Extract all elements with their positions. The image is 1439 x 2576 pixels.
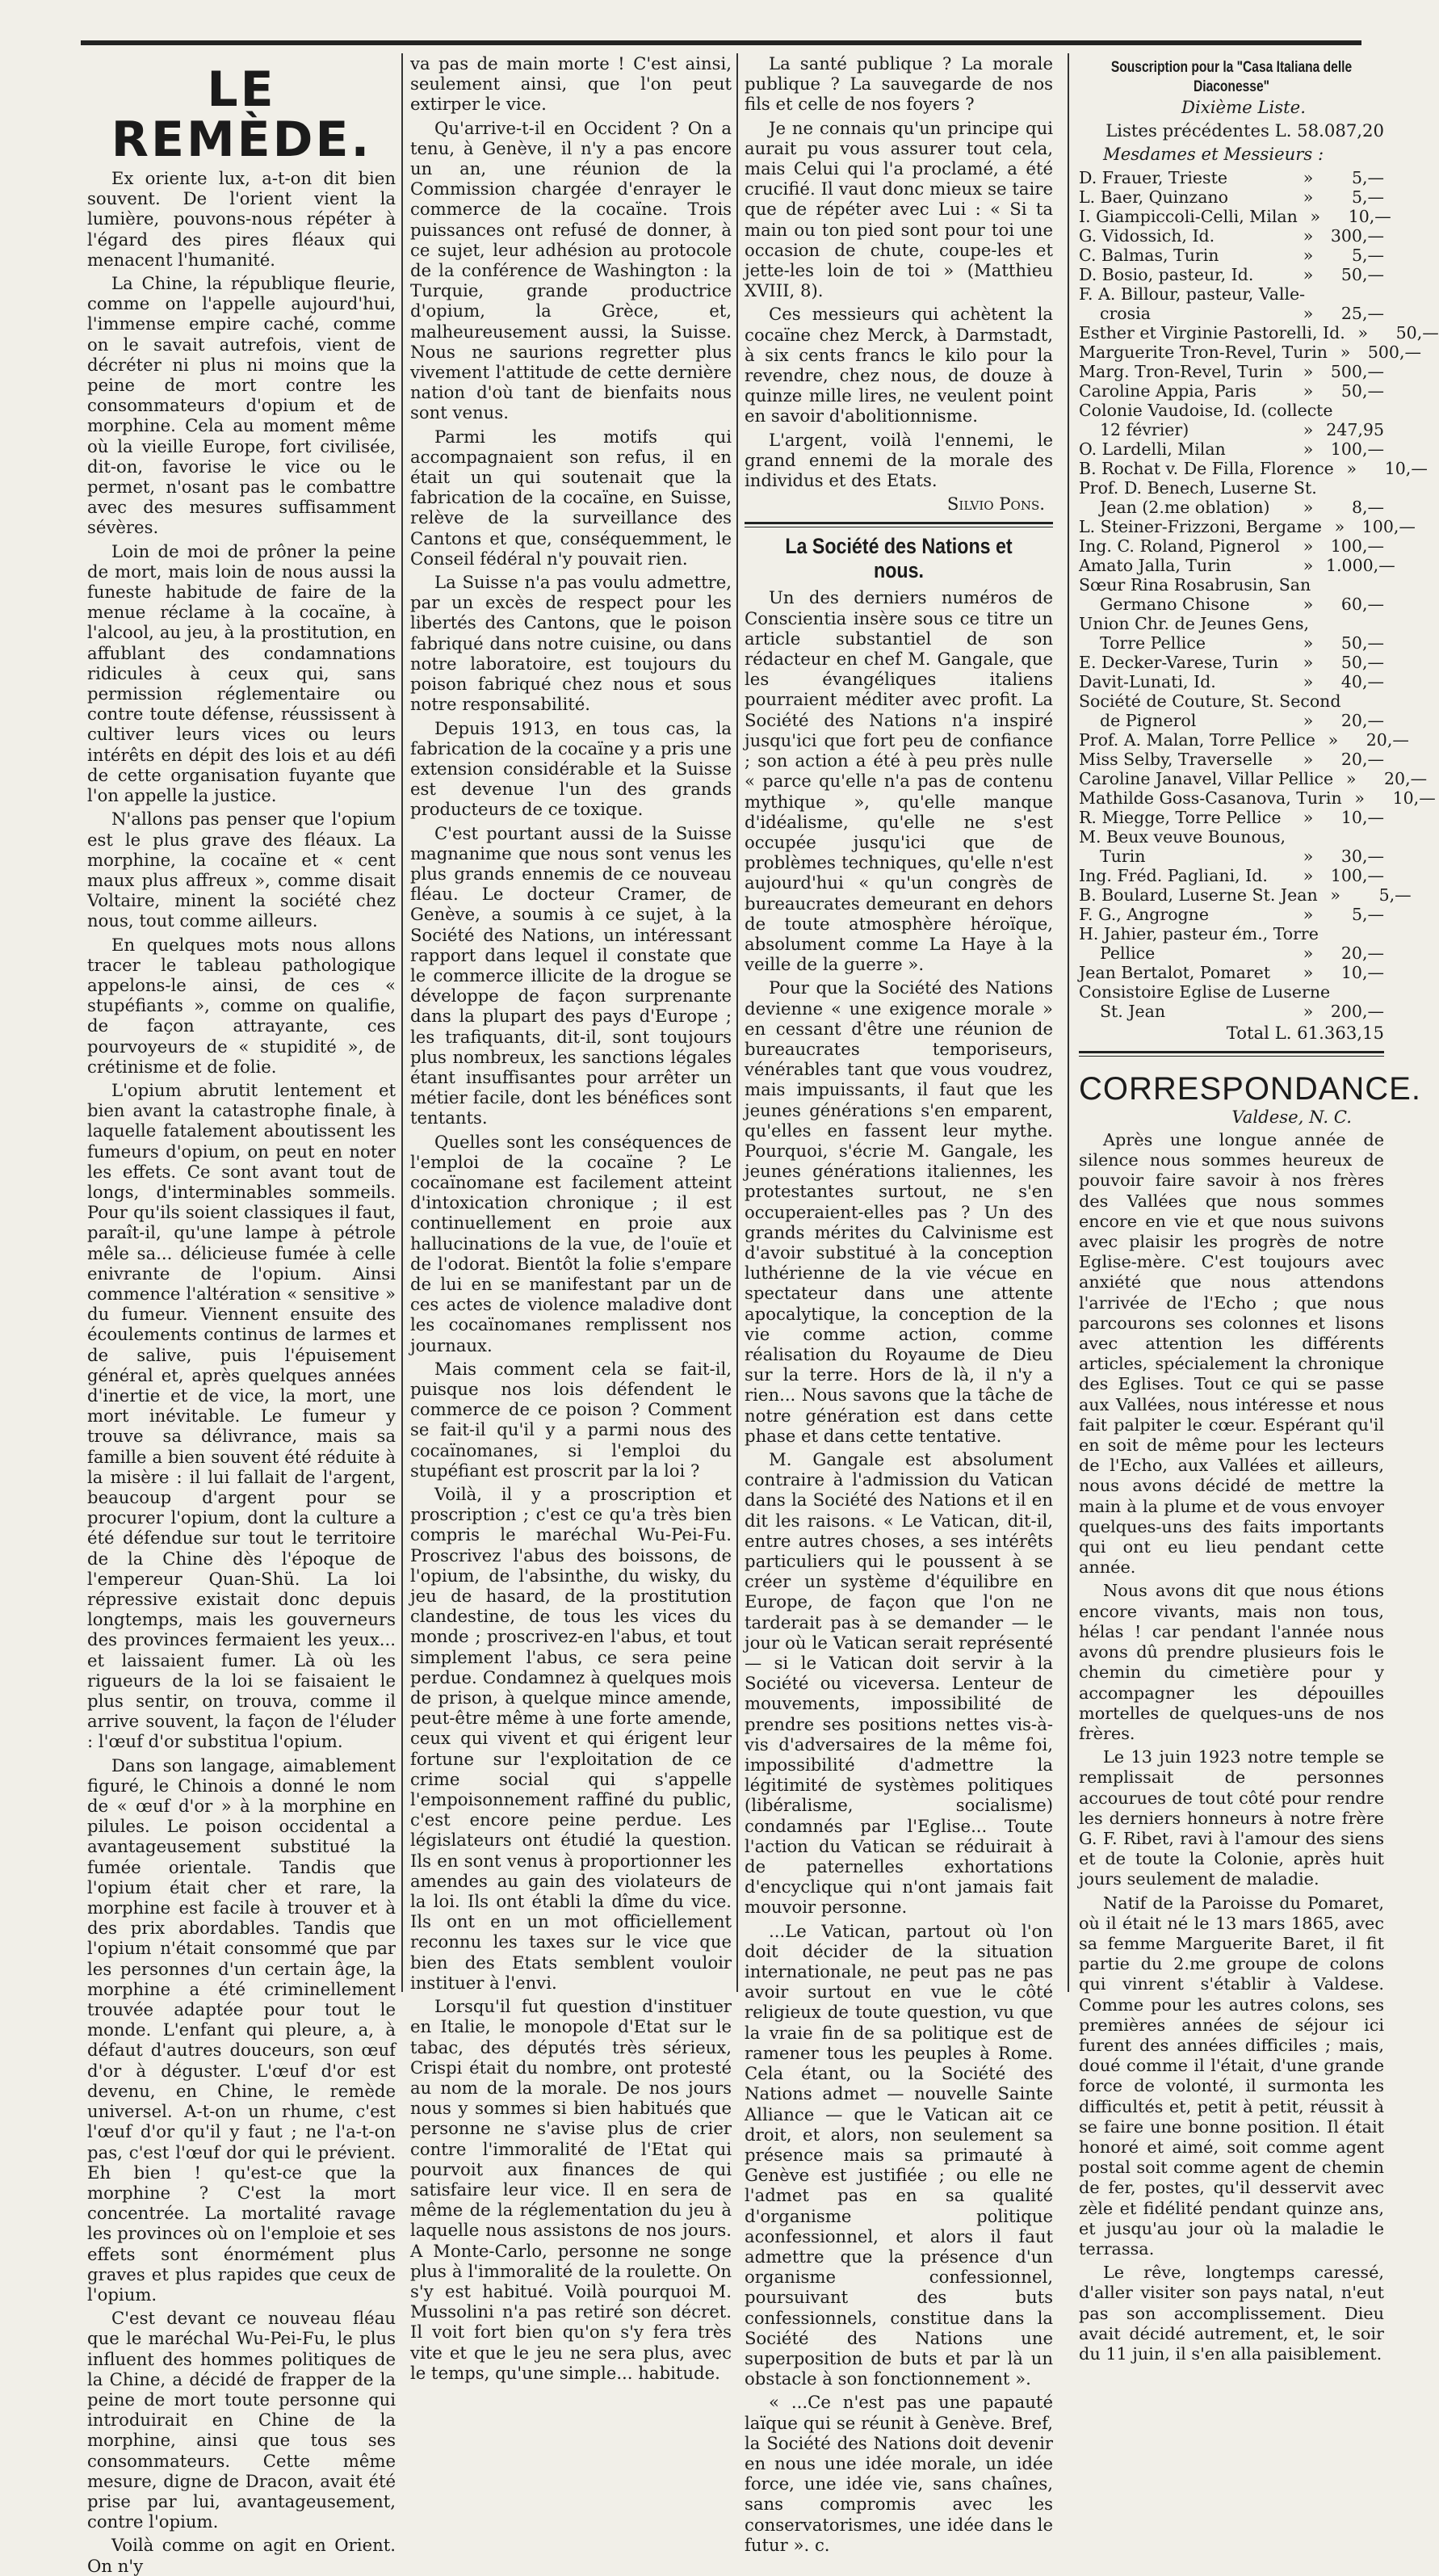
paragraph: Qu'arrive-t-il en Occident ? On a tenu, à Genève, il n'y a pas encore un an, une réunion de la Commission chargée d'enrayer le commerce de la cocaïne. Trois puissances ont refusé de donner, à ce sujet, leur adhésion au protocole de la conférence de Washington : la Turquie, grande productrice d'opium, la Grèce, et, malheureusement aussi, la Suisse. Nous ne saurions regretter plus vivement l'attitude de cette dernière nation d'où tant de bienfaits nous sont venus.	[410, 117, 732, 423]
paragraph: Je ne connais qu'un principe qui aurait pu vous assurer tout cela, mais Celui qui l'a proclamé, a été crucifié. Il vaut donc mieux se taire que de répéter avec Lui : « Si ta main ou ton pied sont pour toi une occasion de chute, coupe-les et jette-les loin de toi » (Matthieu XVIII, 8).	[745, 117, 1053, 301]
donor-amount: 100,—	[1330, 439, 1384, 459]
donor-amount: 5,—	[1351, 167, 1384, 187]
paragraph: Dans son langage, aimablement figuré, le Chinois a donné le nom de « œuf d'or » à la morphine en pilules. Le poison occidental a avantageusement substitué la fumée orientale. Tandis que l'opium était cher et rare, la morphine est facile à trouver et à des prix abordables. Tandis que l'opium n'était consommé que par les personnes d'un certain âge, la morphine a été criminellement trouvée adaptée pour tout le monde. L'enfant qui pleure, a, à défaut d'autres douceurs, son œuf d'or à déguster. L'œuf d'or est devenu, en Chine, le remède universel. A-t-on un rhume, c'est l'œuf d'or qu'il y faut ; ne l'a-t-on pas, c'est l'œuf dor qui le prévient. Eh bien ! qu'est-ce que la morphine ? C'est la mort concentrée. La mortalité ravage les provinces où on l'emploie et ses effets sont énormément plus graves et plus rapides que ceux de l'opium.	[87, 1754, 396, 2305]
donor-ditto: »	[1303, 497, 1314, 517]
donor-name: F. G., Angrogne	[1079, 904, 1209, 924]
donor-name: Amato Jalla, Turin	[1079, 555, 1231, 575]
donor-row	[1079, 458, 1428, 478]
donor-amount: 10,—	[1340, 962, 1384, 982]
donor-ditto: »	[1303, 904, 1314, 924]
donor-amount: 100,—	[1361, 516, 1416, 536]
paragraph: M. Gangale est absolument contraire à l'admission du Vatican dans la Société des Nations et il en dit les raisons. « Le Vatican, dit-il, entre autres choses, a ses intérêts particuliers qui le poussent à se créer un système d'équilibre en Europe, de façon que l'on ne tarderait pas à se demander — le jour où le Vatican serait représenté — si le Vatican doit servir à la Société ou viceversa. Lenteur de mouvements, impossibilité de prendre ses positions nettes vis-à-vis d'adversaires de la même foi, impossibilité d'admettre la légitimité de systèmes politiques (libéralisme, socialisme) condamnés par l'Eglise... Toute l'action du Vatican se réduirait à de paternelles exhortations d'encyclique qui n'ont jamais fait mouvoir personne.	[745, 1449, 1053, 1918]
donor-row	[1079, 420, 1384, 439]
donor-name: Consistoire Eglise de Luserne	[1079, 981, 1331, 1002]
donor-ditto: »	[1303, 264, 1314, 284]
donor-row	[1079, 963, 1384, 982]
column-3	[745, 53, 1053, 2555]
article-title-societe-des-nations: La Société des Nations et nous.	[785, 534, 1013, 583]
donor-name: D. Frauer, Trieste	[1079, 167, 1227, 187]
donor-amount: 30,—	[1340, 846, 1384, 866]
donor-ditto: »	[1303, 632, 1314, 653]
column-1	[87, 53, 396, 2576]
donor-amount: 8,—	[1351, 497, 1384, 517]
paragraph: La Suisse n'a pas voulu admettre, par un excès de respect pour les libertés des Cantons, que le poison fabriqué dans notre cuisine, ou dans notre laboratoire, est toujours du poison fabriqué chez nous et sous notre responsabilité.	[410, 572, 732, 715]
donor-ditto: »	[1303, 594, 1314, 614]
donor-name: Marguerite Tron-Revel, Turin	[1079, 342, 1328, 362]
correspondance-title: CORRESPONDANCE.	[1079, 1070, 1421, 1107]
donor-row	[1079, 633, 1384, 653]
donor-row	[1079, 342, 1421, 362]
donor-row	[1079, 982, 1384, 1002]
donor-row	[1079, 653, 1384, 672]
subscription-title: Souscription pour la "Casa Italiana delle Diaconesse"	[1110, 59, 1353, 95]
donor-row	[1079, 575, 1384, 595]
donor-name: L. Steiner-Frizzoni, Bergame	[1079, 516, 1322, 536]
donor-ditto: »	[1330, 885, 1340, 905]
donor-ditto: »	[1303, 865, 1314, 885]
donor-row	[1079, 322, 1439, 342]
donor-row	[1079, 614, 1384, 633]
donor-name: Davit-Lunati, Id.	[1079, 671, 1216, 691]
subscription-total: Total L. 61.363,15	[1226, 1022, 1384, 1043]
donor-amount: 50,—	[1340, 264, 1384, 284]
donor-amount: 10,—	[1384, 458, 1428, 478]
paragraph: Quelles sont les conséquences de l'emploi de la cocaïne ? Le cocaïnomane est facilement atteint d'intoxication chronique ; il est continuellement en proie aux hallucinations de la vue, de l'ouïe et de l'odorat. Bientôt la folie s'empare de lui en se manifestant par un de ces actes de violence maladive dont les cocaïnomanes remplissent nos journaux.	[410, 1131, 732, 1355]
donor-ditto: »	[1303, 187, 1314, 207]
paragraph: Voilà, il y a proscription et proscription ; c'est ce qu'a très bien compris le maréchal Wu-Pei-Fu. Proscrivez l'abus des boissons, de l'opium, de l'absinthe, du wisky, du jeu de hasard, de la prostitution clandestine, de tous les vices du monde ; proscrivez-en l'abus, et tout simplement l'abus, ce sera peine perdue. Condamnez à quelques mois de prison, à quelque mince amende, peut-être même à une forte amende, ceux qui vivent et qui érigent leur fortune sur l'exploitation de ce crime social qui s'appelle l'empoisonnement raffiné du public, c'est encore peine perdue. Les législateurs ont étudié la question. Ils en sont venus à proportionner les amendes au gain des violateurs de la loi. Ils ont établi la dîme du vice. Ils ont en un mot officiellement reconnu les taxes sur le vice que bien des Etats semblent vouloir instituer à l'envi.	[410, 1484, 732, 1993]
donor-name: Esther et Virginie Pastorelli, Id.	[1079, 322, 1345, 342]
article-title-le-remede: LE REMÈDE.	[111, 61, 372, 168]
donor-name: Prof. A. Malan, Torre Pellice	[1079, 729, 1315, 750]
donor-amount: 200,—	[1330, 1001, 1384, 1021]
donor-name: Union Chr. de Jeunes Gens,	[1079, 613, 1310, 633]
donor-amount: 50,—	[1340, 632, 1384, 653]
paragraph: Natif de la Paroisse du Pomaret, où il était né le 13 mars 1865, avec sa femme Marguerite Baret, il fit partie du 2.me groupe de colons qui vinrent s'établir à Valdese. Comme pour les autres colons, ses premières années de séjour ici furent des années difficiles ; mais, doué comme il l'était, d'une grande force de volonté, il surmonta les difficultés et, petit à petit, réussit à se faire une bonne position. Il était honoré et aimé, soit comme agent postal soit comme agent de chemin de fer, postes, qu'il desservit avec zèle et fidélité pendant quinze ans, et jusqu'au jour où la maladie le terrassa.	[1079, 1893, 1384, 2259]
donor-ditto: »	[1303, 555, 1314, 575]
donor-list	[1079, 167, 1439, 1021]
donor-amount: 20,—	[1384, 768, 1428, 788]
donor-row	[1079, 401, 1384, 420]
donor-ditto: »	[1303, 846, 1314, 866]
donor-name: B. Boulard, Luserne St. Jean	[1079, 885, 1318, 905]
donor-name: 12 février)	[1100, 419, 1189, 439]
paragraph: La santé publique ? La morale publique ? La sauvegarde de nos fils et celle de nos foyers ?	[745, 53, 1053, 115]
donor-row	[1079, 885, 1412, 905]
donor-amount: 50,—	[1340, 380, 1384, 401]
donor-name: Caroline Appia, Paris	[1079, 380, 1257, 401]
donor-ditto: »	[1303, 652, 1314, 672]
paragraph: va pas de main morte ! C'est ainsi, seulement ainsi, que l'on peut extirper le vice.	[410, 53, 732, 115]
donor-ditto: »	[1303, 361, 1314, 381]
donor-row	[1079, 381, 1384, 401]
addressees-label: Mesdames et Messieurs :	[1103, 144, 1324, 165]
donor-name: Sœur Rina Rosabrusin, San	[1079, 574, 1311, 595]
donor-amount: 500,—	[1367, 342, 1421, 362]
donor-name: Germano Chisone	[1100, 594, 1250, 614]
donor-amount: 247,95	[1326, 419, 1384, 439]
previous-lists-total: Listes précédentes L. 58.087,20	[1105, 120, 1384, 141]
donor-name: crosia	[1100, 303, 1151, 323]
column-divider	[1068, 53, 1069, 1992]
paragraph: « ...Ce n'est pas une papauté laïque qui se réunit à Genève. Bref, la Société des Nations doit devenir en nous une idée morale, un idée force, une idée vie, sans chaînes, sans compromis avec les conservatorismes, une idée dans le futur ». c.	[745, 2392, 1053, 2555]
donor-row	[1079, 943, 1384, 963]
donor-name: H. Jahier, pasteur ém., Torre	[1079, 923, 1319, 943]
donor-ditto: »	[1346, 458, 1357, 478]
donor-ditto: »	[1303, 943, 1314, 963]
donor-row	[1079, 284, 1384, 304]
donor-name: Miss Selby, Traverselle	[1079, 749, 1273, 769]
donor-row	[1079, 478, 1384, 498]
donor-amount: 300,—	[1330, 225, 1384, 246]
donor-amount: 20,—	[1340, 749, 1384, 769]
donor-row	[1079, 362, 1384, 381]
donor-ditto: »	[1328, 729, 1339, 750]
paragraph: En quelques mots nous allons tracer le tableau pathologique appelons-le ainsi, de ces « stupéfiants », comme on qualifie, de façon attrayante, ces pourvoyeurs de « stupidité », de crétinisme et de folie.	[87, 934, 396, 1077]
paragraph: Le rêve, longtemps caressé, d'aller visiter son pays natal, n'eut pas son accomplissement. Dieu avait décidé autrement, et, le soir du 11 juin, il s'en alla paisiblement.	[1079, 2263, 1384, 2364]
donor-row	[1079, 265, 1384, 284]
donor-row	[1079, 226, 1384, 246]
donor-name: Pellice	[1100, 943, 1156, 963]
donor-amount: 5,—	[1378, 885, 1412, 905]
donor-row	[1079, 595, 1384, 614]
donor-name: L. Baer, Quinzano	[1079, 187, 1228, 207]
paragraph: Parmi les motifs qui accompagnaient son refus, il en était un qui soutenait que la fabrication de la cocaïne, en Suisse, relève de la surveillance des Cantons et que, conséquemment, le Conseil fédéral n'y pouvait rien.	[410, 426, 732, 569]
paragraph: C'est pourtant aussi de la Suisse magnanime que nous sont venus les plus grands ennemis de ce nouveau fléau. Le docteur Cramer, de Genève, a soumis à ce sujet, à la Société des Nations, un intéressant rapport dans lequel il constate que le commerce illicite de la drogue se développe de façon surprenante dans la plupart des pays d'Europe ; les trafiquants, dit-il, sont toujours plus nombreux, les sanctions légales étant insuffisantes pour arrêter un métier facile, dont les bénéfices sont tentants.	[410, 822, 732, 1128]
donor-amount: 40,—	[1340, 671, 1384, 691]
paragraph: Après une longue année de silence nous sommes heureux de pouvoir faire savoir à nos frères des Vallées que nous sommes encore en vie et que nous suivons avec plaisir les progrès de notre Eglise-mère. C'est toujours avec anxiété que nous attendons l'arrivée de l'Echo ; que nous parcourons ses colonnes et lisons avec attention les différents articles, spécialement la chronique des Eglises. Tout ce qui se passe aux Vallées, nous intéresse et nous fait palpiter le cœur. Espérant qu'il en soit de même pour les lecteurs de l'Echo, aux Vallées et ailleurs, nous avons décidé de mettre la main à la plume et de vous envoyer quelques-uns des faits importants qui ont eu lieu pendant cette année.	[1079, 1130, 1384, 1578]
list-number: Dixième Liste.	[1181, 97, 1306, 117]
column-divider	[736, 53, 738, 1992]
donor-amount: 100,—	[1330, 865, 1384, 885]
paragraph: Ex oriente lux, a-t-on dit bien souvent. De l'orient vient la lumière, pouvons-nous répéter à l'égard des pires fléaux qui menacent l'humanité.	[87, 168, 396, 270]
donor-ditto: »	[1303, 419, 1314, 439]
paragraph: ...Le Vatican, partout où l'on doit décider de la situation internationale, ne peut pas ne pas avoir surtout en vue le côté religieux de toute question, vu que la vraie fin de sa politique est de ramener tous les peuples à Rome. Cela étant, ou la Société des Nations admet — nouvelle Sainte Alliance — que le Vatican ait ce droit, et alors, non seulement sa présence mais sa primauté à Genève est justifiée ; ou elle ne l'admet pas en sa qualité d'organisme politique aconfessionnel, et alors il faut admettre que la présence d'un organisme confessionnel, poursuivant des buts confessionnels, constitue dans la Société des Nations une superposition de buts et par là un obstacle à son fonctionnement ».	[745, 1920, 1053, 2389]
donor-amount: 50,—	[1340, 652, 1384, 672]
paragraph: Pour que la Société des Nations devienne « une exigence morale » en cessant d'être une réunion de bureaucrates temporiseurs, vénérables tant que vous voudrez, mais impuissants, il faut que les jeunes générations s'en emparent, qu'elles en fassent leur mythe. Pourquoi, s'écrie M. Gangale, les jeunes générations italiennes, les protestantes surtout, ne s'en occuperaient-elles pas ? Un des grands mérites du Calvinisme est d'avoir substitué à la conception luthérienne de la vie vécue en spectateur dans une attente apocalytique, la conception de la vie comme action, comme réalisation du Royaume de Dieu sur la terre. Hors de là, il n'y a rien... Nous savons que la tâche de notre génération est dans cette phase et dans cette tentative.	[745, 977, 1053, 1446]
donor-row	[1079, 768, 1428, 788]
donor-ditto: »	[1303, 303, 1314, 323]
donor-amount: 60,—	[1340, 594, 1384, 614]
donor-amount: 25,—	[1340, 303, 1384, 323]
donor-row	[1079, 304, 1384, 323]
correspondance-place: Valdese, N. C.	[1231, 1106, 1352, 1127]
donor-amount: 10,—	[1340, 807, 1384, 827]
paragraph: Le 13 juin 1923 notre temple se remplissait de personnes accourues de tout côté pour rendre les derniers honneurs à notre frère G. F. Ribet, ravi à l'amour des siens et de toute la Colonie, après huit jours seulement de maladie.	[1079, 1747, 1384, 1889]
column-2	[410, 53, 732, 2383]
donor-amount: 1.000,—	[1326, 555, 1395, 575]
paragraph: C'est devant ce nouveau fléau que le maréchal Wu-Pei-Fu, le plus influent des hommes politiques de la Chine, a décidé de frapper de la peine de mort toute personne qui introduirait en Chine de la morphine, ainsi que tous ses consommateurs. Cette même mesure, digne de Dracon, avait été prise par lui, avantageusement, contre l'opium.	[87, 2308, 396, 2532]
donor-ditto: »	[1303, 807, 1314, 827]
donor-name: Prof. D. Benech, Luserne St.	[1079, 477, 1317, 498]
donor-ditto: »	[1303, 380, 1314, 401]
donor-row	[1079, 691, 1384, 711]
donor-row	[1079, 439, 1384, 459]
donor-amount: 10,—	[1348, 206, 1391, 226]
author-signature: Silvio Pons.	[946, 494, 1045, 515]
donor-row	[1079, 672, 1384, 691]
paragraph: Lorsqu'il fut question d'instituer en Italie, le monopole d'Etat sur le tabac, des députés très sérieux, Crispi était du nombre, ont protesté au nom de la morale. De nos jours nous y sommes si bien habitués que personne ne s'avise plus de crier contre l'immoralité de l'Etat qui pourvoit aux finances de qui satisfaire leur vice. Il en sera de même de la réglementation du jeu à laquelle nous assistons de nos jours. A Monte-Carlo, personne ne songe plus à l'immoralité de la roulette. On s'y est habitué. Voilà pourquoi M. Mussolini n'a pas retiré son décret. Il voit fort bien qu'on s'y fera très vite et que le jeu ne sera plus, avec le temps, qu'une simple... habitude.	[410, 1996, 732, 2383]
donor-row	[1079, 498, 1384, 517]
donor-ditto: »	[1345, 768, 1357, 788]
column-4	[1079, 53, 1439, 2364]
donor-row	[1079, 924, 1384, 943]
donor-name: C. Balmas, Turin	[1079, 245, 1219, 265]
paragraph: N'allons pas penser que l'opium est le plus grave des fléaux. La morphine, la cocaïne et « cent maux plus affreux », comme disait Voltaire, minent la société chez nous, tout comme ailleurs.	[87, 809, 396, 931]
donor-name: Caroline Janavel, Villar Pellice	[1079, 768, 1334, 788]
donor-name: E. Decker-Varese, Turin	[1079, 652, 1279, 672]
top-rule	[81, 40, 1361, 45]
donor-name: St. Jean	[1100, 1001, 1166, 1021]
donor-ditto: »	[1303, 710, 1314, 730]
donor-amount: 500,—	[1330, 361, 1384, 381]
donor-row	[1079, 555, 1395, 575]
paragraph: Loin de moi de prôner la peine de mort, mais loin de nous aussi la funeste habitude de faire de la menue réclame à la cocaïne, à l'alcool, au jeu, à la prostitution, en affublant des condamnations ridicules à ceux qui, sans permission réglementaire ou contre toute défense, réussissent à cultiver leurs vices ou leurs intérêts en dépit des lois et au défi de cette organisation fuyante que l'on appelle la justice.	[87, 540, 396, 806]
donor-row	[1079, 206, 1391, 226]
donor-name: D. Bosio, pasteur, Id.	[1079, 264, 1254, 284]
donor-ditto: »	[1303, 225, 1314, 246]
donor-row	[1079, 187, 1384, 207]
donor-name: Mathilde Goss-Casanova, Turin	[1079, 788, 1342, 808]
donor-name: Torre Pellice	[1100, 632, 1206, 653]
paragraph: Ces messieurs qui achètent la cocaïne chez Merck, à Darmstadt, à six cents francs le kilo pour la revendre, chez nous, de douze à quinze mille lires, ne veulent point en savoir d'abolitionnisme.	[745, 304, 1053, 427]
donor-row	[1079, 168, 1384, 187]
donor-row	[1079, 750, 1384, 769]
donor-ditto: »	[1303, 962, 1314, 982]
paragraph: La Chine, la république fleurie, comme on l'appelle aujourd'hui, l'immense empire caché, comme on le savait autrefois, vient de décréter ni plus ni moins que la peine de mort contre les consommateurs d'opium et de morphine. Cela au moment même où la vieille Europe, fort civilisée, dit-on, favorise le vice ou le permet, n'osant pas le combattre avec des mesures suffisamment sévères.	[87, 273, 396, 538]
donor-row	[1079, 516, 1416, 536]
paragraph: Depuis 1913, en tous cas, la fabrication de la cocaïne y a pris une extension considérable et la Suisse est devenue l'un des grands producteurs de ce toxique.	[410, 717, 732, 820]
donor-ditto: »	[1303, 439, 1314, 459]
paragraph: Mais comment cela se fait-il, puisque nos lois défendent le commerce de ce poison ? Comment se fait-il qu'il y a parmi nous des cocaïnomanes, si l'emploi du stupéfiant est proscrit par la loi ?	[410, 1358, 732, 1481]
donor-name: Ing. Fréd. Pagliani, Id.	[1079, 865, 1268, 885]
paragraph: Voilà comme on agit en Orient. On n'y	[87, 2535, 396, 2576]
donor-name: F. A. Billour, pasteur, Valle-	[1079, 284, 1306, 304]
donor-amount: 20,—	[1340, 943, 1384, 963]
donor-name: Marg. Tron-Revel, Turin	[1079, 361, 1283, 381]
paragraph: Un des derniers numéros de Conscientia insère sous ce titre un article substantiel de son rédacteur en chef M. Gangale, que les évangéliques italiens pourraient méditer avec profit. La Société des Nations n'a inspiré jusqu'ici que fort peu de confiance ; son action a été à peu près nulle « parce qu'elle n'a pas de contenu mythique », qu'elle manque d'idéalisme, qu'elle ne s'est occupée jusqu'ici que de problèmes techniques, qu'elle n'est aujourd'hui « qu'un congrès de bureaucrates demeurant en dehors de toute atmosphère héroïque, absolument comme La Haye à la veille de la guerre ».	[745, 587, 1053, 975]
donor-name: Jean Bertalot, Pomaret	[1079, 962, 1271, 982]
donor-row	[1079, 711, 1384, 730]
donor-row	[1079, 246, 1384, 265]
donor-row	[1079, 729, 1409, 750]
donor-ditto: »	[1340, 342, 1351, 362]
donor-row	[1079, 808, 1384, 827]
donor-row	[1079, 866, 1384, 885]
donor-name: de Pignerol	[1100, 710, 1197, 730]
donor-name: Jean (2.me oblation)	[1100, 497, 1270, 517]
section-separator	[1079, 1051, 1384, 1057]
donor-ditto: »	[1334, 516, 1345, 536]
donor-ditto: »	[1303, 1001, 1314, 1021]
donor-amount: 5,—	[1351, 245, 1384, 265]
paragraph: L'opium abrutit lentement et bien avant la catastrophe finale, à laquelle fatalement aboutissent les fumeurs d'opium, on peut en noter les effets. Ce sont avant tout de longs, d'interminables sommeils. Pour qu'ils soient classiques il faut, paraît-il, qu'une lampe à pétrole mêle sa... délicieuse fumée à celle enivrante de l'opium. Ainsi commence l'altération « sensitive » du fumeur. Viennent ensuite des écoulements continus de larmes et de salive, puis l'épuisement général et, après quelques années d'inertie et de vice, la mort, une mort inévitable. Le fumeur y trouve sa délivrance, mais sa famille a bien souvent été réduite à la misère : il lui fallait de l'argent, beaucoup d'argent pour se procurer l'opium, dont la culture a été défendue sur tout le territoire de la Chine dès l'époque de l'empereur Quan-Shü. La loi répressive existait donc depuis longtemps, mais les gouverneurs des provinces fermaient les yeux... et laissaient fumer. Là où les rigueurs de la loi se faisaient le plus sentir, on trouva, comme il arrive souvent, la façon de l'éluder : l'œuf d'or substitua l'opium.	[87, 1079, 396, 1752]
donor-row	[1079, 827, 1384, 847]
donor-ditto: »	[1354, 788, 1365, 808]
donor-row	[1079, 905, 1384, 924]
donor-ditto: »	[1303, 167, 1314, 187]
donor-amount: 50,—	[1395, 322, 1439, 342]
donor-name: Ing. C. Roland, Pignerol	[1079, 536, 1280, 556]
donor-amount: 100,—	[1330, 536, 1384, 556]
donor-ditto: »	[1310, 206, 1321, 226]
donor-ditto: »	[1303, 536, 1314, 556]
donor-name: G. Vidossich, Id.	[1079, 225, 1215, 246]
donor-row	[1079, 1002, 1384, 1021]
donor-name: B. Rochat v. De Filla, Florence	[1079, 458, 1334, 478]
donor-ditto: »	[1303, 749, 1314, 769]
donor-name: I. Giampiccoli-Celli, Milan	[1079, 206, 1298, 226]
donor-name: Société de Couture, St. Second	[1079, 691, 1341, 711]
column-divider	[401, 53, 403, 1992]
paragraph: L'argent, voilà l'ennemi, le grand ennemi de la morale des individus et des Etats.	[745, 429, 1053, 491]
donor-amount: 20,—	[1366, 729, 1409, 750]
donor-amount: 5,—	[1351, 187, 1384, 207]
donor-amount: 10,—	[1392, 788, 1436, 808]
section-separator	[745, 522, 1053, 527]
donor-ditto: »	[1357, 322, 1368, 342]
donor-amount: 5,—	[1351, 904, 1384, 924]
donor-ditto: »	[1303, 245, 1314, 265]
donor-name: Colonie Vaudoise, Id. (collecte	[1079, 400, 1333, 420]
donor-ditto: »	[1303, 671, 1314, 691]
donor-name: Turin	[1100, 846, 1146, 866]
donor-amount: 20,—	[1340, 710, 1384, 730]
donor-name: O. Lardelli, Milan	[1079, 439, 1226, 459]
paragraph: Nous avons dit que nous étions encore vivants, mais non tous, hélas ! car pendant l'année nous avons dû prendre plusieurs fois le chemin du cimetière pour y accompagner les dépouilles mortelles de quelques-uns de nos frères.	[1079, 1581, 1384, 1743]
donor-row	[1079, 847, 1384, 866]
donor-name: R. Miegge, Torre Pellice	[1079, 807, 1282, 827]
donor-row	[1079, 536, 1384, 556]
donor-row	[1079, 788, 1436, 808]
donor-name: M. Beux veuve Bounous,	[1079, 826, 1286, 847]
